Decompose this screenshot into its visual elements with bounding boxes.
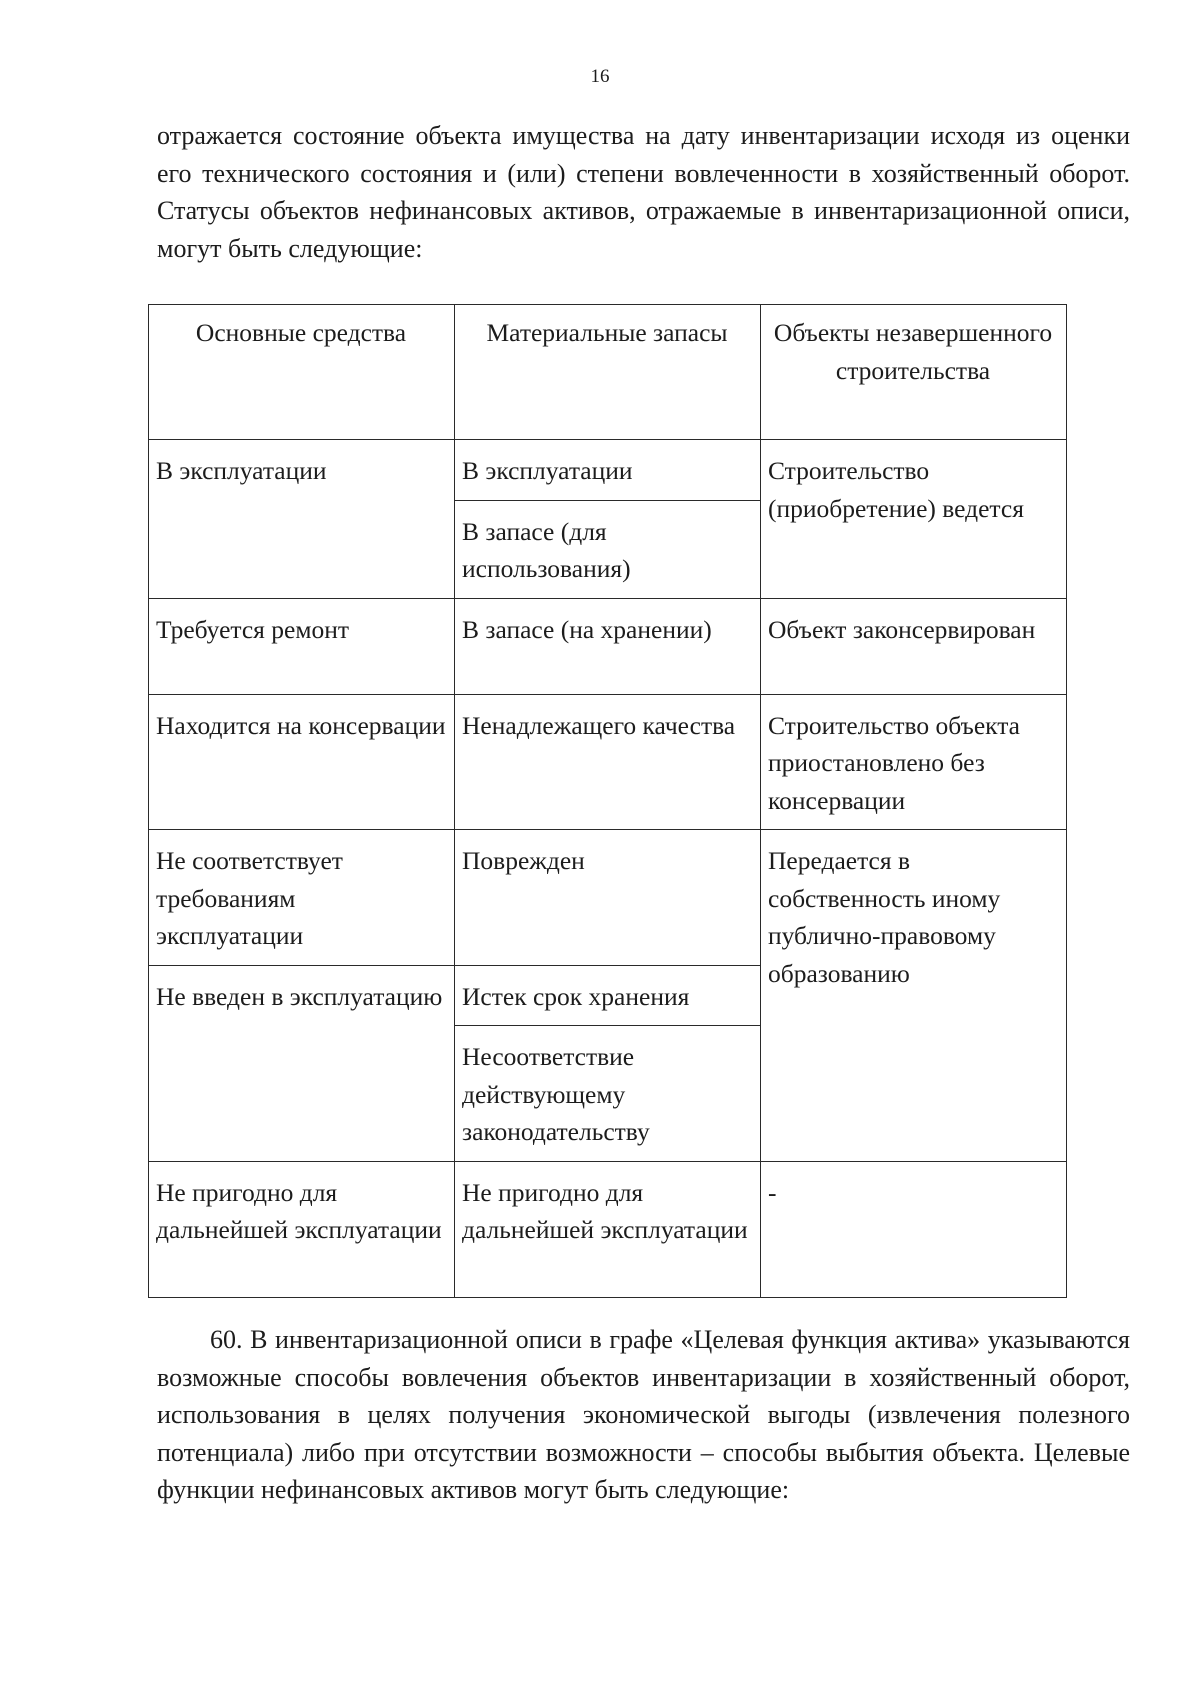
table-cell: Поврежден — [455, 830, 761, 966]
table-row — [149, 694, 1067, 830]
table-cell: Объект законсервирован — [761, 598, 1067, 694]
table-row — [149, 830, 1067, 966]
page-number: 16 — [590, 66, 610, 87]
asset-status-table — [148, 304, 1067, 1298]
table-cell: Не пригодно для дальнейшей эксплуатации — [455, 1161, 761, 1297]
table-cell: В эксплуатации — [149, 440, 455, 599]
header-construction-in-progress: Объекты незавершенного строительства — [761, 305, 1067, 440]
table-cell: В запасе (для использования) — [455, 500, 761, 598]
table-row — [149, 598, 1067, 694]
table-cell: Строительство (приобретение) ведется — [761, 440, 1067, 599]
header-fixed-assets: Основные средства — [149, 305, 455, 440]
header-inventories: Материальные запасы — [455, 305, 761, 440]
table-cell: Находится на консервации — [149, 694, 455, 830]
table-cell: Передается в собственность иному публично-правовому образованию — [761, 830, 1067, 1162]
table-cell: Строительство объекта приостановлено без консервации — [761, 694, 1067, 830]
paragraph-60: 60. В инвентаризационной описи в графе «Целевая функция актива» указываются возможные способы вовлечения объектов инвентаризации в хозяйственный оборот, использования в целях получения экономической выгоды (извлечения полезного потенциала) либо при отсутствии возможности – способы выбытия объекта. Целевые функции нефинансовых активов могут быть следующие: — [157, 1325, 1130, 1504]
table-row — [149, 440, 1067, 501]
table-cell: В эксплуатации — [455, 440, 761, 501]
table-cell: - — [761, 1161, 1067, 1297]
table-cell: Не пригодно для дальнейшей эксплуатации — [149, 1161, 455, 1297]
table-cell: Несоответствие действующему законодательству — [455, 1026, 761, 1162]
table-cell: Истек срок хранения — [455, 965, 761, 1026]
table-cell: Требуется ремонт — [149, 598, 455, 694]
table-header-row — [149, 305, 1067, 440]
intro-paragraph: отражается состояние объекта имущества на дату инвентаризации исходя из оценки его технического состояния и (или) степени вовлеченности в хозяйственный оборот. Статусы объектов нефинансовых активов, отражаемые в инвентаризационной описи, могут быть следующие: — [157, 121, 1130, 263]
table-row — [149, 1161, 1067, 1297]
table-cell: В запасе (на хранении) — [455, 598, 761, 694]
table-cell: Не введен в эксплуатацию — [149, 965, 455, 1161]
table-cell: Не соответствует требованиям эксплуатации — [149, 830, 455, 966]
table-cell: Ненадлежащего качества — [455, 694, 761, 830]
